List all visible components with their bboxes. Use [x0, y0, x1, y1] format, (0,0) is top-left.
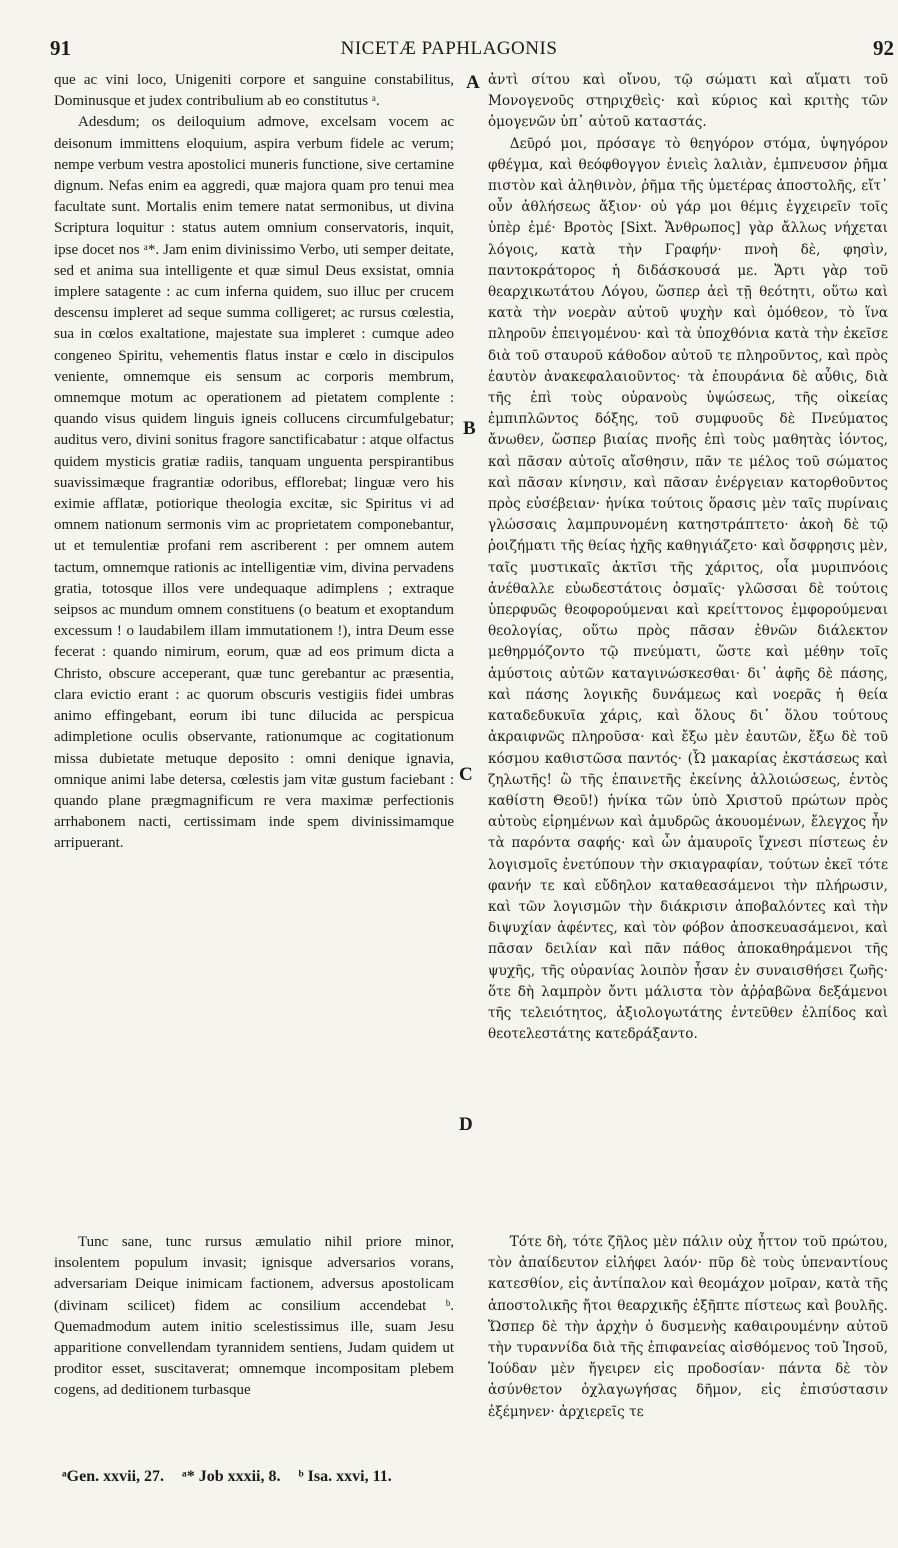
latin-column	[54, 70, 454, 855]
latin-paragraph-3: Tunc sane, tunc rursus æmulatio nihil priore minor, insolentem populum invasit; ignisque adversarios vorans, adversariam Deique inimicam factionem, adversus apostolicam (divinam scilicet) fidem ac consilium accendebat ᵇ. Quemadmodum autem initio scelestissimus ille, suam Jesu apparitione convellendam tyrannidem sentiens, Judam quidem ut proditor esset, suscitaverat; omnemque incompositam plebem cogens, ad deditionem turbasque	[54, 1234, 454, 1399]
greek-column-section-2	[488, 1232, 888, 1423]
section-marker-a: A	[466, 72, 480, 93]
section-marker-c: C	[459, 764, 473, 785]
latin-paragraph-1: que ac vini loco, Unigeniti corpore et sanguine constabilitus, Dominusque et judex contribulium ab eo constitutus ᵃ.	[54, 72, 454, 110]
footnote-2: ᵃ* Job xxxii, 8.	[182, 1468, 281, 1485]
running-title: NICETÆ PAPHLAGONIS	[340, 38, 558, 59]
latin-column-section-2	[54, 1232, 454, 1402]
footnotes	[62, 1468, 406, 1486]
section-marker-b: B	[463, 418, 476, 439]
page-number-right: 92	[873, 36, 894, 60]
greek-paragraph-1: ἀντὶ σίτου καὶ οἴνου, τῷ σώματι καὶ αἵματι τοῦ Μονογενοῦς στηριχθεὶς· καὶ κύριος καὶ κριτὴς τῶν ὁμογενῶν ὑπ᾽ αὐτοῦ καταστάς.	[488, 72, 888, 131]
page-number-left: 91	[50, 36, 71, 60]
latin-paragraph-2: Adesdum; os deiloquium admove, excelsam vocem ac deisonum immittens eloquium, aspira verbum fidele ac verum; nempe verbum vestra apostolici muneris functione, sive certamine dignum. Nefas enim ea aggredi, quæ majora quam pro tenui mea facultate sunt. Mortalis enim temere natat sermonibus, ut divina Scriptura loquitur : status autem omnium conservatoris, inquit, ipse docet nos ᵃ*. Jam enim divinissimo Verbo, uti semper deitate, sed et anima sua intelligente et quæ simul Deus exsistat, omnia implere satagente : ac cum inferna quidem, suo illuc per crucem descensu impleret ad seque summa colligeret; ac rursus cœlestia, sua in cœlos exaltatione, majestate sua impleret : cumque adeo congeneo Spiritu, vehementis flatus instar e cœlo in discipulos veniente, omnemque eis sensum ac corporis membrum, omnemque motum ac operationem ad pietatem complente : quando visus quidem linguis igneis collucens circumfulgebatur; auditus vero, divini sonitus fragore sanctificabatur : atque olfactus quidem mysticis gratiæ radiis, tanquam unguenta perspirantibus suavissimæque fragrantiæ odoribus, efflorebat; linguæ vero his eximie afflatæ, potiorique theologia excitæ, sic Spiritus vi ad omnem nationum sermonis vim ac proprietatem componebantur, ut et temulentiæ profani rem ascriberent : per omnem autem tactum, omnemque rationis ac intelligentiæ vim, divina pervadens gratia, totosque illos vere undequaque adimplens ; extraque seipsos ac mundum omnem constituens (o beatum et exoptandum excessum ! o laudabilem illam immutationem !), intra Deum esse fecerat : quando nimirum, eorum, quæ ad eos primum dicta a Christo, obscure acceperant, quæ tunc gerebantur ac præsentia, clara evictio erant : ac quorum obscuris vestigiis fidei umbras animo effingebant, eorum ibi tunc dilucida ac perspicua adimpletione oculis observante, rationumque ac cogitationum missa dubietate metuque deposito : omni denique ignavia, omnique animi labe detersa, cœlestis jam vitæ gustum faciebant : quando plane prægmagnificum re vera maximæ perfectionis arrhabonem nacti, certissimam inde spem divinissimamque arripuerant.	[54, 114, 454, 852]
footnote-3: ᵇ Isa. xxvi, 11.	[298, 1468, 392, 1485]
footnote-1: ᵃGen. xxvii, 27.	[62, 1468, 165, 1485]
page-header	[0, 36, 898, 66]
greek-paragraph-2: Δεῦρό μοι, πρόσαγε τὸ θεηγόρον στόμα, ὑψηγόρον φθέγμα, καὶ θεόφθογγον ἐνιεὶς λαλιὰν, ἐμπνευσον ῥῆμα πιστὸν καὶ ἀληθινὸν, ῥῆμα τῆς ὑμετέρας ἀποστολῆς, εἴτ᾽ οὖν ἀθλήσεως ἄξιον· οὐ γάρ μοι θέμις ἐγχειρεῖν τοῖς ὑπὲρ ἐμέ· Βροτὸς [Sixt. Ἄνθρωπος] γὰρ ἄλλως νήχεται λόγοις, κατὰ τὴν Γραφήν· πνοὴ δὲ, φησὶν, παντοκράτορος ἡ διδάσκουσά με. Ἄρτι γὰρ τοῦ θεαρχικωτάτου Λόγου, ὥσπερ ἀεὶ τῇ θεότητι, οὕτω καὶ κατὰ τὴν νοερὰν αὐτοῦ ψυχὴν καὶ ὁμόθεον, τὸ ἵνα πληροῦν ἐπειγομένου· καὶ τὰ ὑποχθόνια κατὰ τὴν ἐκεῖσε διὰ τοῦ σταυροῦ κάθοδον αὐτοῦ τε πληροῦντος, καὶ πρὸς ἑαυτὸν ἀνακεφαλαιοῦντος· τὰ ἐπουράνια δὲ αὖθις, διὰ τῆς ἐπὶ τοὺς οὐρανοὺς ὑψώσεως, τῆς οἰκείας ἐμπιπλῶντος δόξης, τοῦ συμφυοῦς δὲ Πνεύματος ἄνωθεν, ὥσπερ βιαίας πνοῆς ἐπὶ τοὺς μαθητὰς ἰόντος, καὶ πᾶσαν αὐτοῖς αἴσθησιν, πᾶν τε μέλος τοῦ σώματος καὶ πᾶσαν κίνησιν, καὶ πᾶσαν ἐνέργειαν κατορθοῦντος πρὸς εὐσέβειαν· ἡνίκα τούτοις ὅρασις μὲν ταῖς πυρίναις γλώσσαις λαμπρυνομένη κατηστράπτετο· ἀκοὴ δὲ τῷ ῥοιζήματι τῆς θείας ἠχῆς καθηγιάζετο· καὶ ὄσφρησις μὲν, ταῖς μυστικαῖς ἀκτῖσι τῆς χάριτος, οἷα μυριπνόοις ἀνέθαλλε εὐωδεστάτοις ὀσμαῖς· γλῶσσαι δὲ τούτοις ὑπερφυῶς θεοφορούμεναι καὶ κρείττονος ἐμφορούμεναι θεολογίας, οὕτω πρὸς πᾶσαν ἐθνῶν διάλεκτον μεθηρμόζοντο τῷ πνεύματι, ὥστε καὶ μέθην τοῖς ἀμύστοις αὐτῶν καταγινώσκεσθαι· δι᾽ ἀφῆς δὲ πάσης, καὶ πάσης λογικῆς δυνάμεως καὶ νοερᾶς ἡ θεία καταδεδυκυῖα χάρις, καὶ ὅλους δι᾽ ὅλου τούτους ἀκραιφνῶς πληροῦσα· καὶ ἔξω μὲν ἑαυτῶν, ἔξω δὲ τοῦ κόσμου καθιστῶσα παντός· (Ὦ μακαρίας ἐκστάσεως καὶ ζηλωτῆς! ὢ τῆς ἐπαινετῆς ἐκείνης ἀλλοιώσεως, ἐντὸς καθίστη Θεοῦ!) ἡνίκα τῶν ὑπὸ Χριστοῦ πρώτων πρὸς αὐτοὺς εἰρημένων καὶ ἀμυδρῶς ἀκουομένων, ἔλεγχος ἦν τὰ παρόντα σαφής· καὶ ὧν ἀμαυροῖς ἴχνεσι πίστεως ἐν λογισμοῖς ἐνετύπουν τὴν σκιαγραφίαν, τούτων ἐκεῖ τότε φανήν τε καὶ εὔδηλον καταθεασάμενοι τὴν πλήρωσιν, καὶ τῶν λογισμῶν τὴν διάκρισιν ἀποβαλόντες καὶ τὴν διψυχίαν ἀφέντες, καὶ τὸν φόβον ἀποσκευασάμενοι, καὶ πᾶσαν δειλίαν καὶ πᾶν πάθος ἀποκαθηράμενοι τῆς ψυχῆς, τῆς οὐρανίας λοιπὸν ἦσαν ἐν συναισθήσει ζωῆς· ὅτε δὴ λαμπρὸν ὄντι μάλιστα τὸν ἀῤῥαβῶνα δεξάμενοι τῆς τελειότητος, ἀξιολογωτάτης ἐντεῦθεν ἐλπίδος καὶ θεοτελεστάτης κατεδράξαντο.	[488, 135, 888, 1043]
greek-paragraph-3: Τότε δὴ, τότε ζῆλος μὲν πάλιν οὐχ ἧττον τοῦ πρώτου, τὸν ἀπαίδευτον εἰλήφει λαόν· πῦρ δὲ τοὺς ὑπεναντίους κατεσθίον, εἰς ἀντίπαλον καὶ θεομάχον μοῖραν, κατὰ τῆς ἀποστολικῆς ἤτοι θεαρχικῆς ἐξῆπτε πίστεως καὶ βουλῆς. Ὥσπερ δὲ τὴν ἀρχὴν ὁ δυσμενὴς καθαιρουμένην αὐτοῦ τὴν τυραννίδα διὰ τῆς ἐπιφανείας αἰσθόμενος τοῦ Ἰησοῦ, Ἰούδαν μὲν ἤγειρεν εἰς προδοσίαν· πάντα δὲ τὸν ἀσύνθετον ὀχλαγωγήσας δῆμον, εἰς ἐπισύστασιν ἐξέμηνεν· ἀρχιερεῖς τε	[488, 1234, 888, 1420]
section-marker-d: D	[459, 1114, 473, 1135]
greek-column	[488, 70, 888, 1045]
